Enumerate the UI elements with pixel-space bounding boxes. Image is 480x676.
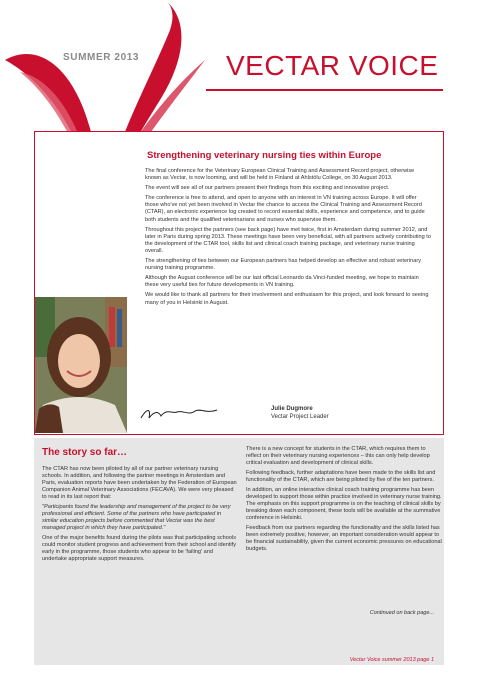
feature-paragraph: The event will see all of our partners present their findings from this exciting and innovative project. [145, 185, 390, 192]
story-paragraph: The CTAR has now been piloted by all of our partner veterinary nursing schools. In addition, and following the partner meetings in Amsterdam and Paris, evaluation reports have been undertaken by the Federation of European Companion Animal Veterinary Associations (FECAVA). We were very pleased to read in its last report that: [42, 466, 237, 500]
story-column-right [246, 446, 442, 556]
issue-label: SUMMER 2013 [63, 52, 140, 63]
story-heading: The story so far… [42, 447, 128, 458]
story-quote: "Participants found the leadership and management of the project to be very professional and efficient. Some of the partners who have participated in similar education projects before commented that Vectar was the best managed project in which they have participated." [42, 504, 231, 531]
feature-body [145, 168, 431, 310]
feature-article [34, 131, 444, 435]
feature-paragraph: The final conference for the Veterinary European Clinical Training and Assessment Record project, otherwise known as Vectar, is now looming, and will be held in Finland at Ahlstölu College, on 30 August 2013. [145, 168, 415, 182]
signatory-name: Julie Dugmore [271, 406, 313, 412]
story-column-left [42, 466, 238, 566]
project-leader-photo [35, 297, 127, 433]
story-section [34, 438, 444, 665]
feature-paragraph: The strengthening of ties between our European partners has helped develop an effective and robust veterinary nursing training programme. [145, 258, 422, 272]
page-footer: Vectar Voice summer 2013 page 1 [349, 657, 434, 663]
story-paragraph: Feedback from our partners regarding the functionality and the skills listed has been extremely positive, however, an important consideration would appear to be financial sustainability, given the current economic pressures on educational budgets. [246, 525, 442, 552]
feature-paragraph: Throughout this project the partners (see back page) have met twice, first in Amsterdam during summer 2012, and later in Paris during spring 2013. These meetings have been very beneficial, with all partners actively contributing to the development of the CTAR tool, skills list and clinical coach training package, and veterinary nurse training overall. [145, 226, 431, 254]
feature-paragraph: Although the August conference will be our last official Leonardo da Vinci-funded meeting, we hope to maintain these very useful ties for future developments in VN training. [145, 275, 419, 289]
feature-paragraph: We would like to thank all partners for their involvement and enthusiasm for this project, and look forward to seeing many of you in Helsinki in August. [145, 292, 429, 306]
story-paragraph: There is a new concept for students in the CTAR, which requires them to reflect on their veterinary nursing experiences – this can only help develop critical evaluation and development of clinical skills. [246, 446, 430, 466]
story-paragraph: Following feedback, further adaptations have been made to the skills list and functionality of the CTAR, which are being piloted by five of the ten partners. [246, 470, 436, 483]
signature [139, 404, 219, 422]
title-rule [206, 89, 443, 91]
story-paragraph: In addition, an online interactive clinical coach training programme has been developed to support those within practice involved in veterinary nurse training. The emphasis on this support programme is on the teaching of clinical skills by breaking down each component, these tools will be available at the summative conference in Helsinki. [246, 487, 442, 521]
feature-headline: Strengthening veterinary nursing ties within Europe [147, 150, 382, 161]
story-paragraph: One of the major benefits found during the pilots was that participating schools could monitor student progress and achievement from their school and identify early in the programme, those students who appear to be 'failing' and undertake appropriate support measures. [42, 535, 237, 562]
feature-paragraph: The conference is free to attend, and open to anyone with an interest in VN training across Europe. It will offer those who've not yet been involved in Vectar the chance to access the Clinical Training and Assessment Record (CTAR), an electronic experience log created to record essential skills, experience and competence, and to guide both students and the qualified veterinarians and nurses who supervise them. [145, 195, 425, 223]
continued-note: Continued on back page... [369, 610, 434, 616]
newsletter-title: VECTAR VOICE [226, 50, 439, 81]
signatory-role: Vectar Project Leader [271, 414, 329, 420]
